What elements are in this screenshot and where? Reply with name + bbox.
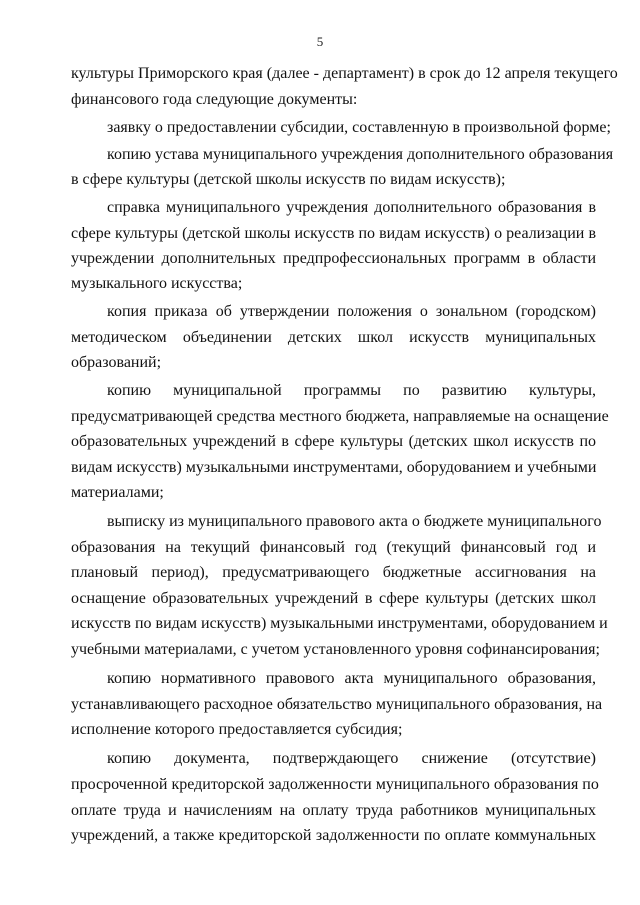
text-line: устанавливающего расходное обязательство муниципального образования, на [71, 696, 603, 713]
text-line: учреждений, а также кредиторской задолженности по оплате коммунальных [71, 827, 596, 844]
text-line: сфере культуры (детской школы искусств по видам искусств) о реализации в [71, 225, 596, 242]
text-line: копию устава муниципального учреждения дополнительного образования [107, 146, 614, 163]
text-line: справка муниципального учреждения дополнительного образования в [107, 199, 596, 216]
text-line: культуры Приморского края (далее - департамент) в срок до 12 апреля текущего [71, 65, 618, 82]
text-line: финансового года следующие документы: [71, 91, 358, 108]
text-line: материалами; [71, 484, 164, 501]
page-number: 5 [316, 34, 324, 49]
text-line: исполнение которого предоставляется субсидия; [71, 721, 403, 738]
text-line: копию нормативного правового акта муниципального образования, [107, 670, 596, 687]
text-line: учебными материалами, с учетом установленного уровня софинансирования; [71, 641, 600, 658]
text-line: просроченной кредиторской задолженности муниципального образования по [71, 776, 599, 793]
text-line: музыкального искусства; [71, 275, 243, 292]
text-line: методическом объединении детских школ искусств муниципальных [71, 329, 596, 346]
text-line: оплате труда и начислениям на оплату труда работников муниципальных [71, 802, 596, 819]
text-line: плановый период), предусматривающего бюджетные ассигнования на [71, 564, 596, 581]
text-line: видам искусств) музыкальными инструментами, оборудованием и учебными [71, 459, 597, 476]
text-line: в сфере культуры (детской школы искусств по видам искусств); [71, 171, 506, 188]
text-line: копия приказа об утверждении положения о зональном (городском) [107, 303, 596, 320]
text-line: заявку о предоставлении субсидии, составленную в произвольной форме; [107, 119, 611, 136]
text-line: выписку из муниципального правового акта о бюджете муниципального [107, 513, 602, 530]
text-line: копию муниципальной программы по развитию культуры, [107, 382, 596, 399]
text-line: учреждении дополнительных предпрофессиональных программ в области [71, 250, 596, 267]
text-line: оснащение образовательных учреждений в сфере культуры (детских школ [71, 590, 596, 607]
text-line: копию документа, подтверждающего снижение (отсутствие) [107, 750, 596, 767]
text-line: образований; [71, 354, 162, 371]
text-line: образования на текущий финансовый год (текущий финансовый год и [71, 539, 596, 556]
text-line: образовательных учреждений в сфере культуры (детских школ искусств по [71, 433, 596, 450]
text-line: предусматривающей средства местного бюджета, направляемые на оснащение [71, 408, 609, 425]
text-line: искусств по видам искусств) музыкальными инструментами, оборудованием и [71, 615, 608, 632]
